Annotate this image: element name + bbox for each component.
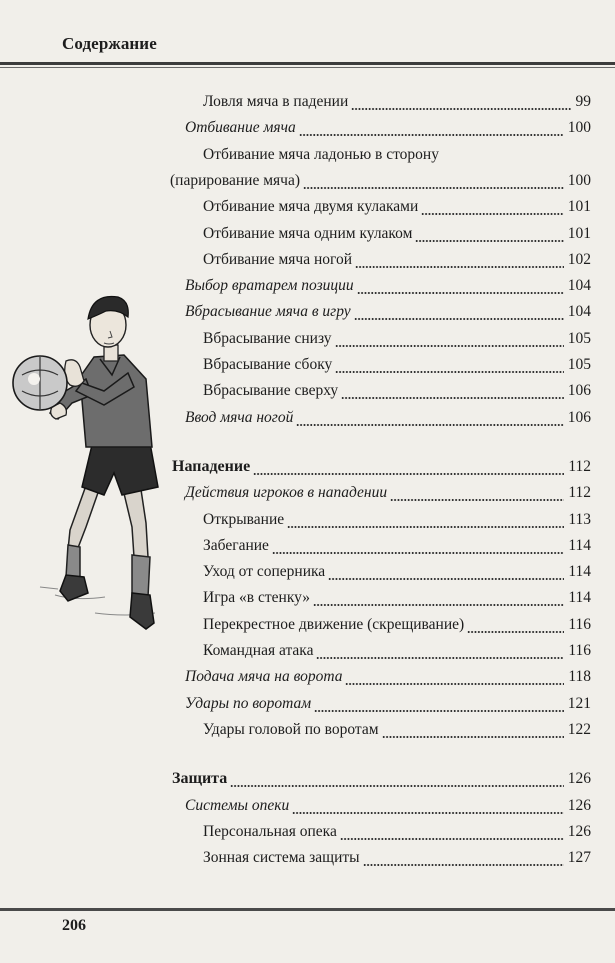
toc-leader-dots bbox=[303, 187, 564, 189]
toc-leader-dots bbox=[296, 424, 564, 426]
toc-entry-title: Вбрасывание сверху bbox=[203, 382, 339, 400]
toc-entry-page: 106 bbox=[567, 382, 591, 400]
toc-entry-title: Открывание bbox=[203, 510, 285, 528]
toc-leader-dots bbox=[340, 838, 564, 840]
toc-entry-title: Вбрасывание снизу bbox=[203, 329, 332, 347]
toc-entry-page: 126 bbox=[567, 822, 591, 840]
toc-entry-page: 127 bbox=[567, 849, 591, 867]
toc-entry-page: 104 bbox=[567, 303, 591, 321]
toc-entry bbox=[0, 224, 615, 248]
toc-entry-page: 106 bbox=[567, 408, 591, 426]
toc-entry-title: Отбивание мяча bbox=[185, 119, 296, 137]
toc-leader-dots bbox=[382, 736, 564, 738]
toc-leader-dots bbox=[390, 499, 564, 501]
toc-entry-title: Командная атака bbox=[203, 642, 314, 659]
toc-entry-page: 113 bbox=[568, 510, 591, 528]
toc-entry-page: 100 bbox=[567, 119, 591, 137]
toc-entry-title: Защита bbox=[172, 770, 228, 788]
toc-entry-title: Удары по воротам bbox=[185, 694, 312, 712]
page-number: 206 bbox=[62, 917, 86, 934]
toc-entry-title: Выбор вратарем позиции bbox=[185, 277, 354, 295]
toc-entry-page: 101 bbox=[567, 224, 591, 242]
toc-entry-page: 121 bbox=[567, 694, 591, 712]
toc-entry-title: Отбивание мяча одним кулаком bbox=[203, 224, 413, 242]
toc-leader-dots bbox=[363, 864, 564, 866]
toc-entry-title: Уход от соперника bbox=[203, 563, 326, 581]
toc-entry-title: Отбивание мяча ладонью в сторону bbox=[203, 145, 439, 163]
toc-entry-page: 100 bbox=[567, 171, 591, 189]
toc-entry bbox=[0, 197, 615, 221]
toc-entry-page: 99 bbox=[575, 93, 591, 110]
toc-entry bbox=[0, 694, 615, 718]
toc-leader-dots bbox=[253, 473, 564, 475]
toc-entry bbox=[0, 796, 615, 820]
toc-leader-dots bbox=[351, 108, 571, 110]
toc-leader-dots bbox=[341, 397, 564, 399]
toc-leader-dots bbox=[355, 266, 564, 268]
toc-leader-dots bbox=[335, 371, 564, 373]
toc-entry-page: 101 bbox=[567, 198, 591, 216]
toc-leader-dots bbox=[272, 552, 564, 554]
toc-entry bbox=[0, 92, 615, 116]
toc-entry-page: 122 bbox=[567, 720, 591, 738]
toc-entry-title: Перекрестное движение (скрещивание) bbox=[203, 615, 465, 633]
toc-leader-dots bbox=[354, 318, 564, 320]
toc-entry-title: Отбивание мяча ногой bbox=[203, 250, 353, 268]
toc-entry-title: Ввод мяча ногой bbox=[185, 408, 294, 426]
footer-rule bbox=[0, 908, 615, 911]
toc-entry-title: Зонная система защиты bbox=[203, 849, 360, 867]
toc-leader-dots bbox=[299, 134, 564, 136]
toc-entry-page: 126 bbox=[567, 770, 591, 788]
toc-entry bbox=[0, 667, 615, 691]
toc-entry-page: 105 bbox=[567, 329, 591, 347]
toc-entry bbox=[0, 118, 615, 142]
toc-entry-title: Вбрасывание сбоку bbox=[203, 356, 333, 373]
toc-leader-dots bbox=[230, 785, 564, 787]
toc-entry bbox=[0, 145, 615, 169]
toc-entry-title: Подача мяча на ворота bbox=[185, 668, 343, 686]
toc-entry-page: 114 bbox=[568, 589, 591, 607]
toc-entry-title: (парирование мяча) bbox=[170, 171, 300, 189]
toc-entry-page: 118 bbox=[568, 668, 591, 686]
toc-section-heading bbox=[0, 769, 615, 793]
toc-entry-page: 126 bbox=[567, 796, 591, 814]
toc-entry-page: 114 bbox=[568, 536, 591, 554]
toc-leader-dots bbox=[357, 292, 564, 294]
toc-entry-page: 105 bbox=[567, 356, 591, 373]
toc-leader-dots bbox=[287, 526, 564, 528]
toc-entry-title: Персональная опека bbox=[203, 822, 337, 840]
toc-leader-dots bbox=[328, 578, 564, 580]
toc-entry bbox=[0, 848, 615, 872]
toc-entry-page: 104 bbox=[567, 277, 591, 295]
toc-entry-title: Вбрасывание мяча в игру bbox=[185, 303, 351, 321]
toc-leader-dots bbox=[345, 683, 564, 685]
header-rule-thin bbox=[0, 67, 615, 68]
toc-entry-title: Ловля мяча в падении bbox=[203, 93, 349, 110]
toc-leader-dots bbox=[314, 710, 564, 712]
toc-entry-title: Действия игроков в нападении bbox=[185, 484, 388, 502]
header-rule bbox=[0, 62, 615, 65]
toc-entry-title: Нападение bbox=[172, 457, 251, 475]
toc-entry-title: Системы опеки bbox=[185, 796, 290, 814]
goalkeeper-illustration bbox=[0, 295, 185, 655]
toc-entry bbox=[0, 720, 615, 744]
toc-entry-title: Забегание bbox=[203, 536, 269, 554]
toc-entry-page: 112 bbox=[568, 457, 591, 475]
toc-entry-page: 102 bbox=[567, 250, 591, 268]
toc-entry bbox=[0, 822, 615, 846]
toc-leader-dots bbox=[313, 604, 564, 606]
toc-leader-dots bbox=[467, 631, 564, 633]
toc-leader-dots bbox=[292, 812, 564, 814]
toc-entry-title: Отбивание мяча двумя кулаками bbox=[203, 198, 419, 216]
toc-entry-title: Игра «в стенку» bbox=[203, 589, 311, 607]
toc-leader-dots bbox=[335, 345, 564, 347]
running-header: Содержание bbox=[62, 34, 157, 53]
toc-entry bbox=[0, 171, 615, 195]
toc-leader-dots bbox=[415, 240, 564, 242]
toc-entry-page: 114 bbox=[568, 563, 591, 581]
toc-entry-page: 116 bbox=[568, 642, 591, 659]
toc-entry bbox=[0, 250, 615, 274]
toc-leader-dots bbox=[316, 657, 564, 659]
toc-entry-page: 112 bbox=[568, 484, 591, 502]
toc-entry-title: Удары головой по воротам bbox=[203, 720, 379, 738]
toc-leader-dots bbox=[421, 213, 564, 215]
toc-entry-page: 116 bbox=[568, 615, 591, 633]
